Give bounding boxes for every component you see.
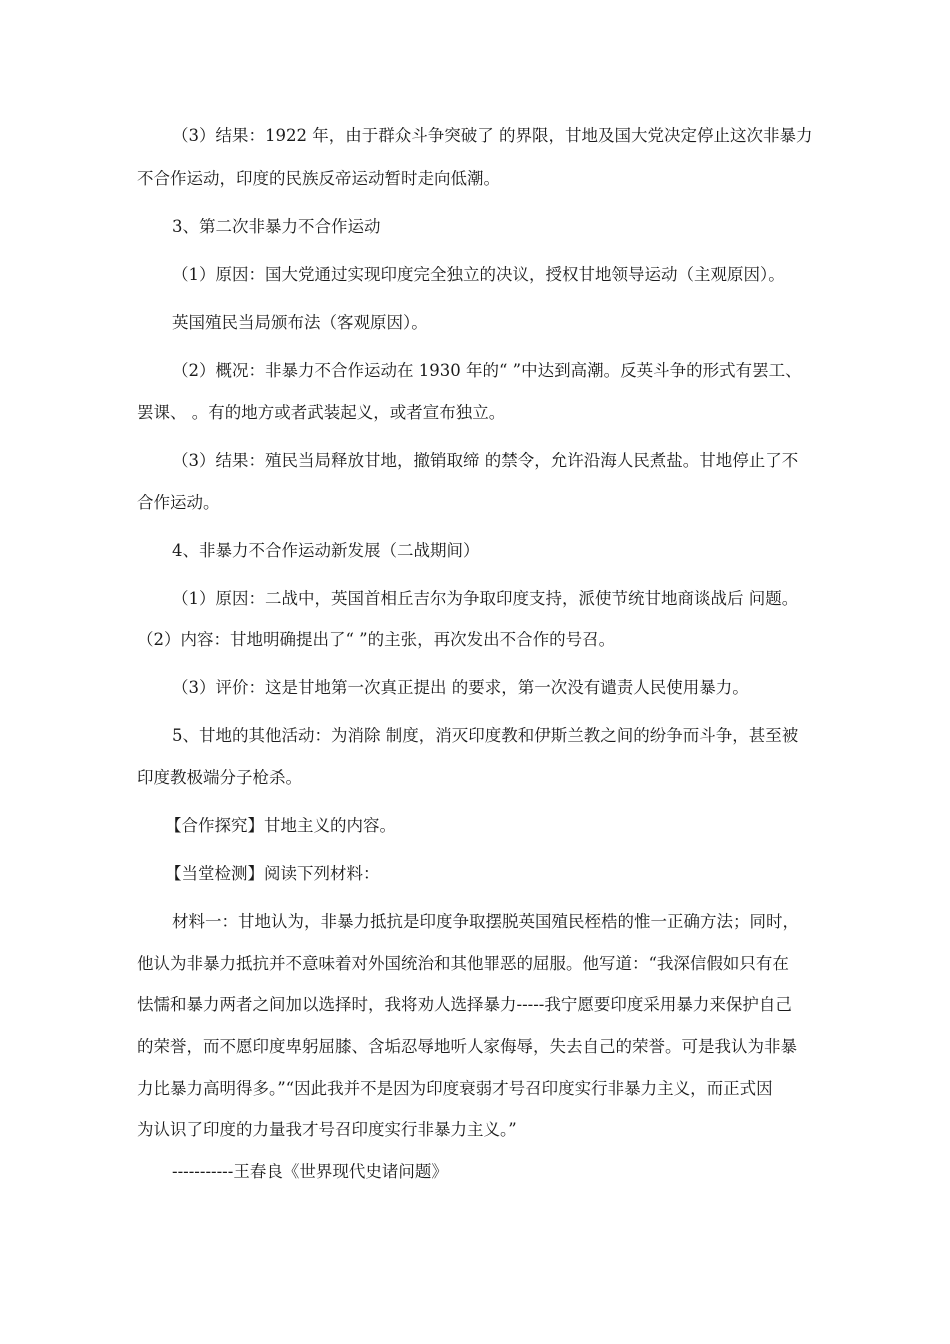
material-one-line-4: 的荣誉，而不愿印度卑躬屈膝、含垢忍辱地听人家侮辱，失去自己的荣誉。可是我认为非暴: [137, 1037, 797, 1056]
second-movement-result-line-1: （3）结果：殖民当局释放甘地，撤销取缔 的禁令，允许沿海人民煮盐。甘地停止了不: [172, 451, 799, 470]
second-movement-objective-cause: 英国殖民当局颁布法（客观原因）。: [172, 313, 428, 332]
result-paragraph-line-1: （3）结果：1922 年，由于群众斗争突破了 的界限，甘地及国大党决定停止这次非暴力: [172, 126, 813, 145]
other-activities-line-2: 印度教极端分子枪杀。: [137, 768, 302, 787]
material-one-line-2: 他认为非暴力抵抗并不意味着对外国统治和其他罪恶的屈服。他写道：“我深信假如只有在: [137, 954, 789, 973]
material-one-line-1: 材料一：甘地认为，非暴力抵抗是印度争取摆脱英国殖民桎梏的惟一正确方法；同时，: [172, 912, 799, 931]
other-activities-line-1: 5、甘地的其他活动：为消除 制度，消灭印度教和伊斯兰教之间的纷争而斗争，甚至被: [172, 726, 799, 745]
new-development-cause: （1）原因：二战中，英国首相丘吉尔为争取印度支持，派使节统甘地商谈战后 问题。: [172, 589, 799, 608]
second-movement-overview-line-1: （2）概况：非暴力不合作运动在 1930 年的“ ”中达到高潮。反英斗争的形式有罢工、: [172, 361, 802, 380]
second-movement-result-line-2: 合作运动。: [137, 493, 220, 512]
second-movement-cause: （1）原因：国大党通过实现印度完全独立的决议，授权甘地领导运动（主观原因）。: [172, 265, 785, 284]
section-heading-4: 4、非暴力不合作运动新发展（二战期间）: [172, 541, 480, 560]
result-paragraph-line-2: 不合作运动，印度的民族反帝运动暂时走向低潮。: [137, 169, 500, 188]
material-one-line-5: 力比暴力高明得多。”“因此我并不是因为印度衰弱才号召印度实行非暴力主义，而正式因: [137, 1079, 773, 1098]
cooperative-inquiry-heading: 【合作探究】甘地主义的内容。: [165, 816, 396, 835]
new-development-evaluation: （3）评价：这是甘地第一次真正提出 的要求，第一次没有谴责人民使用暴力。: [172, 678, 749, 697]
second-movement-overview-line-2: 罢课、 。有的地方或者武装起义，或者宣布独立。: [137, 403, 506, 422]
new-development-content: （2）内容：甘地明确提出了“ ”的主张，再次发出不合作的号召。: [137, 630, 616, 649]
material-one-line-3: 怯懦和暴力两者之间加以选择时，我将劝人选择暴力-----我宁愿要印度采用暴力来保护自己: [137, 995, 792, 1014]
material-one-line-6: 为认识了印度的力量我才号召印度实行非暴力主义。”: [137, 1120, 517, 1139]
section-heading-3: 3、第二次非暴力不合作运动: [172, 217, 381, 236]
material-one-source: -----------王春良《世界现代史诸问题》: [172, 1162, 448, 1181]
classroom-test-heading: 【当堂检测】阅读下列材料：: [165, 864, 380, 883]
